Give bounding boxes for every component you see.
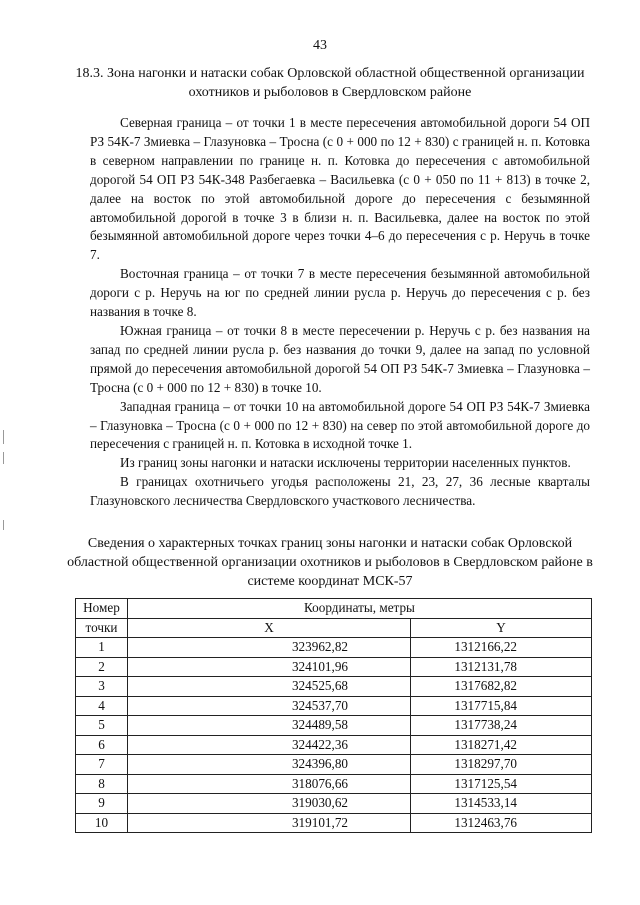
y-coordinate-cell: 1317738,24 [411, 716, 592, 736]
coordinates-table-body [76, 638, 592, 833]
header-x: X [128, 618, 411, 638]
scan-edge-mark [3, 452, 4, 464]
table-row [76, 813, 592, 833]
point-number-cell: 4 [76, 696, 128, 716]
body-text [90, 114, 590, 511]
paragraph-north-border: Северная граница – от точки 1 в месте пересечения автомобильной дороги 54 ОП РЗ 54К-7 Змиевка – Глазуновка – Тросна (с 0 + 000 по 12 + 830) с границей н. п. Котовка в северном направлении по границе н. п. Котовка до пересечения с автомобильной дорогой 54 ОП РЗ 54К-348 Разбегаевка – Васильевка (с 0 + 050 по 11 + 813) в точке 2, далее на восток по этой автомобильной дороге до пересечения с безымянной автомобильной дорогой в точке 3 в близи н. п. Васильевка, далее на восток по этой безымянной автомобильной дороге через точки 4–6 до пересечения с р. Неручь в точке 7. [90, 115, 590, 263]
point-number-cell: 8 [76, 774, 128, 794]
table-row [76, 755, 592, 775]
paragraph-forest-quarters: В границах охотничьего угодья расположены 21, 23, 27, 36 лесные кварталы Глазуновского лесничества Свердловского участкового лесничества. [90, 474, 590, 509]
x-coordinate-cell: 319030,62 [128, 794, 411, 814]
table-row [76, 716, 592, 736]
y-coordinate-cell: 1312131,78 [411, 657, 592, 677]
x-coordinate-cell: 324422,36 [128, 735, 411, 755]
scan-edge-mark [3, 430, 4, 444]
y-coordinate-cell: 1317125,54 [411, 774, 592, 794]
x-coordinate-cell: 324537,70 [128, 696, 411, 716]
y-coordinate-cell: 1314533,14 [411, 794, 592, 814]
table-row [76, 657, 592, 677]
point-number-cell: 7 [76, 755, 128, 775]
table-row [76, 638, 592, 658]
table-row [76, 735, 592, 755]
point-number-cell: 9 [76, 794, 128, 814]
x-coordinate-cell: 324525,68 [128, 677, 411, 697]
point-number-cell: 5 [76, 716, 128, 736]
section-title: 18.3. Зона нагонки и натаски собак Орловской областной общественной организации охотников и рыболовов в Свердловском районе [75, 66, 585, 100]
paragraph-south-border: Южная граница – от точки 8 в месте пересечении р. Неручь с р. без названия на запад по средней линии русла р. без названия до точки 9, далее на запад по условной прямой до пересечения автомобильной дорогой 54 ОП РЗ 54К-7 Змиевка – Глазуновка – Тросна (с 0 + 000 по 12 + 830) в точке 10. [90, 322, 590, 395]
x-coordinate-cell: 324489,58 [128, 716, 411, 736]
table-row [76, 774, 592, 794]
page-number: 43 [313, 38, 327, 53]
scan-edge-mark [3, 520, 4, 530]
y-coordinate-cell: 1312463,76 [411, 813, 592, 833]
point-number-cell: 2 [76, 657, 128, 677]
y-coordinate-cell: 1318271,42 [411, 735, 592, 755]
x-coordinate-cell: 318076,66 [128, 774, 411, 794]
table-row [76, 794, 592, 814]
point-number-cell: 6 [76, 735, 128, 755]
y-coordinate-cell: 1317715,84 [411, 696, 592, 716]
table-row [76, 696, 592, 716]
header-y: Y [411, 618, 592, 638]
y-coordinate-cell: 1317682,82 [411, 677, 592, 697]
point-number-cell: 10 [76, 813, 128, 833]
point-number-cell: 1 [76, 638, 128, 658]
header-point-number: Номер [76, 599, 128, 619]
paragraph-east-border: Восточная граница – от точки 7 в месте пересечения безымянной автомобильной дороги с р. Неручь на юг по средней линии русла р. Неручь до пересечения с р. без названия в точке 8. [90, 266, 590, 320]
x-coordinate-cell: 324101,96 [128, 657, 411, 677]
point-number-cell: 3 [76, 677, 128, 697]
header-point-number-cont: точки [76, 618, 128, 638]
x-coordinate-cell: 324396,80 [128, 755, 411, 775]
table-row [76, 677, 592, 697]
y-coordinate-cell: 1318297,70 [411, 755, 592, 775]
paragraph-west-border: Западная граница – от точки 10 на автомобильной дороге 54 ОП РЗ 54К-7 Змиевка – Глазуновка – Тросна (с 0 + 000 по 12 + 830) на север по этой автомобильной дороге до пересечения с границей н. п. Котовка в исходной точке 1. [90, 398, 590, 452]
paragraph-exclusions: Из границ зоны нагонки и натаски исключены территории населенных пунктов. [120, 455, 571, 471]
x-coordinate-cell: 323962,82 [128, 638, 411, 658]
x-coordinate-cell: 319101,72 [128, 813, 411, 833]
y-coordinate-cell: 1312166,22 [411, 638, 592, 658]
coordinates-table [75, 598, 592, 833]
table-caption: Сведения о характерных точках границ зоны нагонки и натаски собак Орловской областной общественной организации охотников и рыболовов в Свердловском районе в системе координат МСК-57 [67, 536, 593, 589]
header-coordinates: Координаты, метры [128, 599, 592, 619]
